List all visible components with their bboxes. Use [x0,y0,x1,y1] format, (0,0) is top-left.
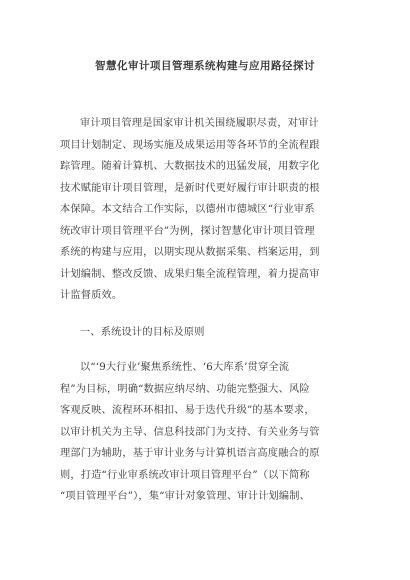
paragraph-line: “项目管理平台”），集“审计对象管理、审计计划编制、 [60,491,311,502]
paragraph-intro [60,113,353,307]
paragraph-line: 踪管理。随着计算机、大数据技术的迅猛发展，用数字化 [60,161,320,172]
section-heading: 一、系统设计的目标及原则 [80,327,205,338]
paragraph-line: 系统的构建与应用，以期实现从数据采集、档案运用，到 [60,247,320,258]
document-title: 智慧化审计项目管理系统构建与应用路径探讨 [95,60,315,72]
paragraph-line: 计监督质效。 [60,290,123,301]
paragraph-line: 技术赋能审计项目管理，是新时代更好履行审计职责的根 [60,182,320,194]
paragraph-line: 程”为目标，明确“数据应纳尽纳、功能完整强大、风险 [60,383,310,395]
paragraph-goals [60,357,353,508]
paragraph-line: 审计项目管理是国家审计机关围绕履职尽责，对审计 [80,118,319,129]
paragraph-line: 以“‘9大行业’聚焦系统性、‘6大库系’贯穿全流 [80,362,290,373]
paragraph-line: 客观反映、流程环环相扣、易于迭代升级”的基本要求， [60,405,315,416]
paragraph-line: 以审计机关为主导、信息科技部门为支持、有关业务与管 [60,426,320,438]
paragraph-line: 则，打造“行业审系统改审计项目管理平台”（以下简称 [60,469,310,481]
paragraph-line: 计划编制、整改反馈、成果归集全流程管理，着力提高审 [60,268,320,280]
paragraph-line: 理部门为辅助，基于审计业务与计算机语言高度融合的原 [60,448,320,459]
paragraph-line: 项目计划制定、现场实施及成果运用等各环节的全流程跟 [60,139,320,151]
paragraph-line: 统改审计项目管理平台”为例，探讨智慧化审计项目管理 [60,225,315,237]
paragraph-line: 本保障。本文结合工作实际，以德州市德城区“行业审系 [60,204,315,215]
